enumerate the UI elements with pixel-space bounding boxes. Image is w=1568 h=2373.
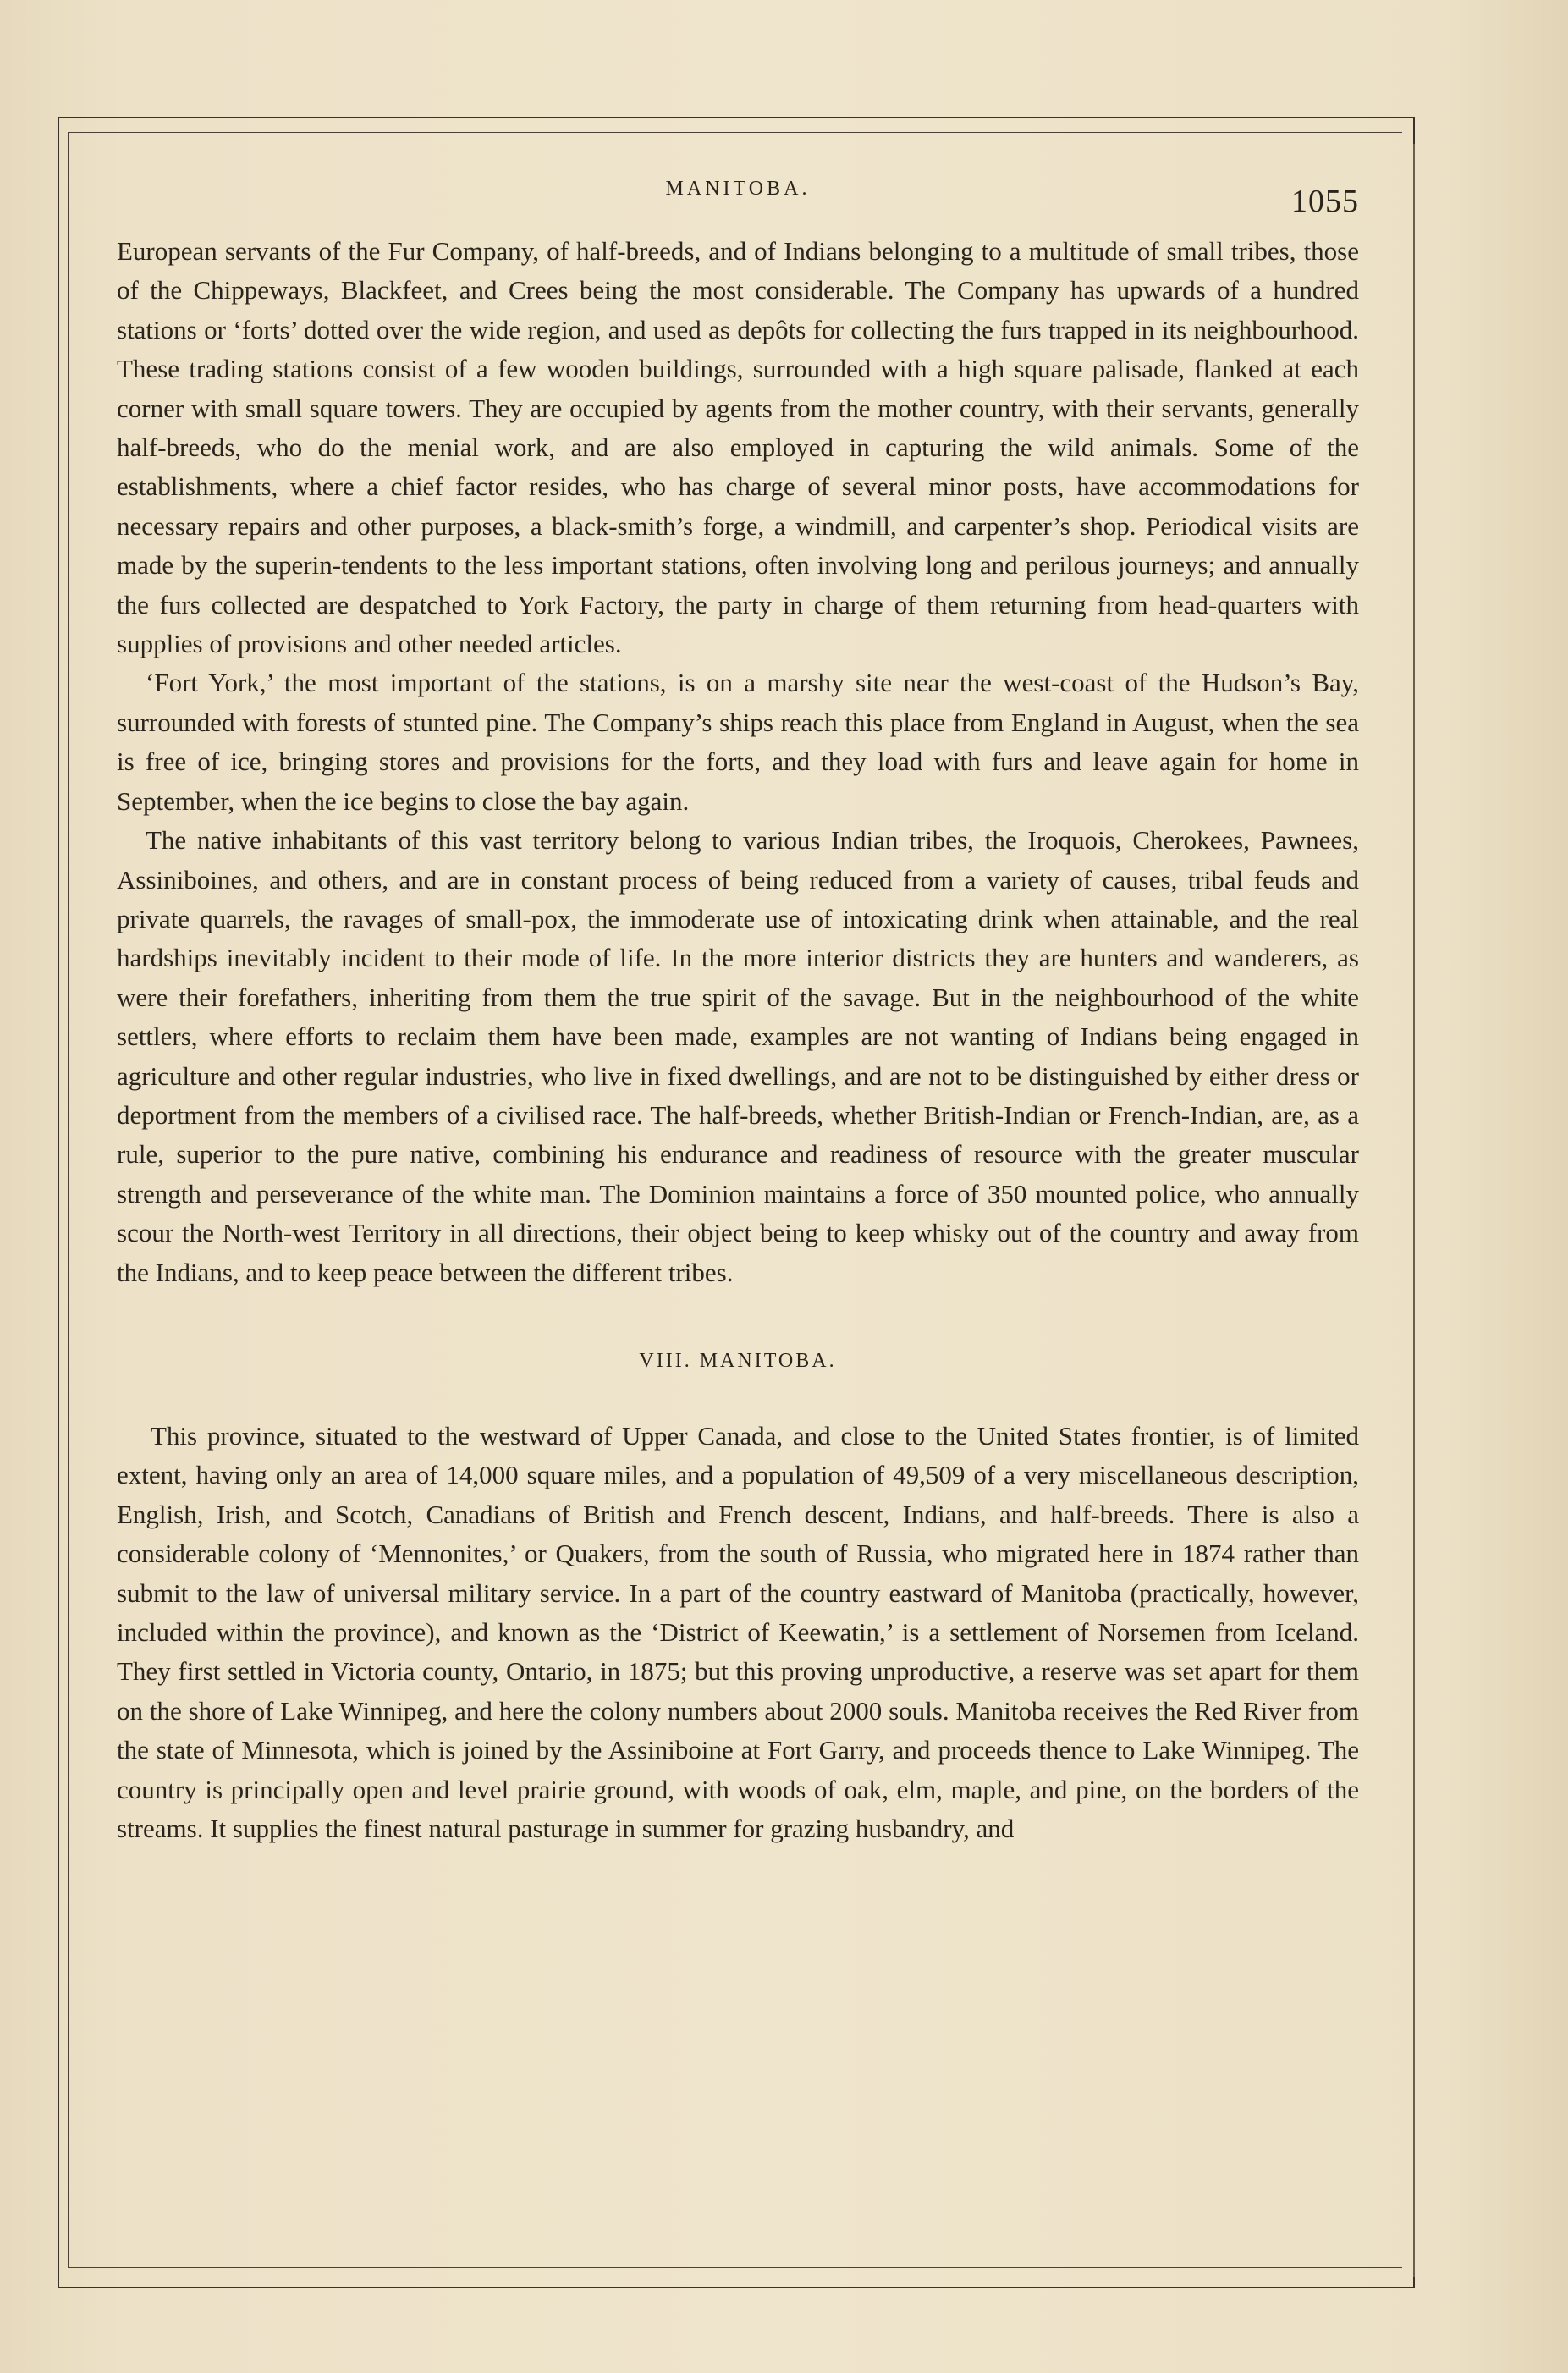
page-edge-rule bbox=[1413, 144, 1415, 2277]
paragraph-fort-york: ‘Fort York,’ the most important of the stations, is on a marshy site near the west-coast of the Hudson’s Bay, surrounded with forests of stunted pine. The Company’s ships reach this place from England in August, when the sea is free of ice, bringing stores and provisions for the forts, and they load with furs and leave again for home in September, when the ice begins to close the bay again. bbox=[117, 668, 1359, 816]
running-header bbox=[117, 161, 1359, 232]
section-heading: VIII. MANITOBA. bbox=[639, 1349, 837, 1372]
page-number: 1055 bbox=[1291, 184, 1359, 219]
paragraph-native-inhabitants: The native inhabitants of this vast territory belong to various Indian tribes, the Iroquois, Cherokees, Pawnees, Assiniboines, and others, and are in constant process of being reduced from a variety of causes, tribal feuds and private quarrels, the ravages of small-pox, the immoderate use of intoxicating drink when attainable, and the real hardships inevitably incident to their mode of life. In the more interior districts they are hunters and wanderers, as were their forefathers, inheriting from them the true spirit of the savage. But in the neighbourhood of the white settlers, where efforts to reclaim them have been made, examples are not wanting of Indians being engaged in agriculture and other regular industries, who live in fixed dwellings, and are not to be distinguished by either dress or deportment from the members of a civilised race. The half-breeds, whether British-Indian or French-Indian, are, as a rule, superior to the pure native, combining his endurance and readiness of resource with the greater muscular strength and perseverance of the white man. The Dominion maintains a force of 350 mounted police, who annually scour the North-west Territory in all directions, their object being to keep whisky out of the country and away from the Indians, and to keep peace between the different tribes. bbox=[117, 825, 1359, 1287]
page-content bbox=[117, 161, 1359, 1848]
paragraph-fur-company: European servants of the Fur Company, of half-breeds, and of Indians belonging to a multitude of small tribes, those of the Chippeways, Blackfeet, and Crees being the most considerable. The Company has upwards of a hundred stations or ‘forts’ dotted over the wide region, and used as depôts for collecting the furs trapped in its neighbourhood. These trading stations consist of a few wooden buildings, surrounded with a high square palisade, flanked at each corner with small square towers. They are occupied by agents from the mother country, with their servants, generally half-breeds, who do the menial work, and are also employed in capturing the wild animals. Some of the establishments, where a chief factor resides, who has charge of several minor posts, have accommodations for necessary repairs and other purposes, a black-smith’s forge, a windmill, and carpenter’s shop. Periodical visits are made by the superin-tendents to the less important stations, often involving long and perilous journeys; and annually the furs collected are despatched to York Factory, the party in charge of them returning from head-quarters with supplies of provisions and other needed articles. bbox=[117, 236, 1359, 659]
running-title: MANITOBA. bbox=[665, 178, 811, 200]
paragraph-manitoba-province: This province, situated to the westward of Upper Canada, and close to the United States frontier, is of limited extent, having only an area of 14,000 square miles, and a population of 49,509 of a very miscellaneous description, English, Irish, and Scotch, Canadians of British and French descent, Indians, and half-breeds. There is also a considerable colony of ‘Mennonites,’ or Quakers, from the south of Russia, who migrated here in 1874 rather than submit to the law of universal military service. In a part of the country eastward of Manitoba (practically, however, included within the province), and known as the ‘District of Keewatin,’ is a settlement of Norsemen from Iceland. They first settled in Victoria county, Ontario, in 1875; but this proving unproductive, a reserve was set apart for them on the shore of Lake Winnipeg, and here the colony numbers about 2000 souls. Manitoba receives the Red River from the state of Minnesota, which is joined by the Assiniboine at Fort Garry, and proceeds thence to Lake Winnipeg. The country is principally open and level prairie ground, with woods of oak, elm, maple, and pine, on the borders of the streams. It supplies the finest natural pasturage in summer for grazing husbandry, and bbox=[117, 1420, 1359, 1844]
